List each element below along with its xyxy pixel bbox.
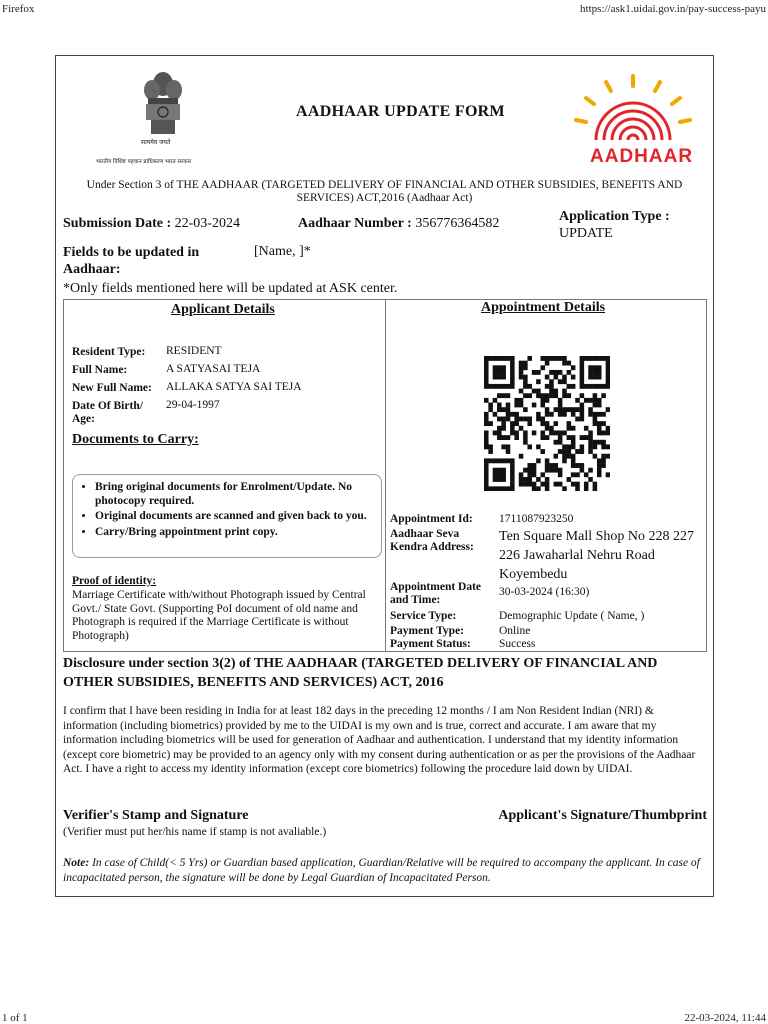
print-datetime: 22-03-2024, 11:44 <box>684 1012 766 1024</box>
note-text: In case of Child(< 5 Yrs) or Guardian based application, Guardian/Relative will be required to accompany the applicant. In case of incapacitated person, the signature will be done by Legal Guardian of Incapacitated Person. <box>63 857 700 884</box>
service-type-label: Service Type: <box>390 610 457 622</box>
application-type-label: Application Type : <box>559 209 670 224</box>
aadhaar-update-form <box>55 55 714 897</box>
payment-type-value: Online <box>499 625 531 637</box>
new-full-name-value: ALLAKA SATYA SAI TEJA <box>166 381 302 393</box>
appointment-datetime-value: 30-03-2024 (16:30) <box>499 586 590 598</box>
aadhaar-number-value: 356776364582 <box>415 216 500 231</box>
applicant-signature-label: Applicant's Signature/Thumbprint <box>498 808 707 823</box>
application-type-value: UPDATE <box>559 226 613 241</box>
qr-code-icon <box>484 356 610 491</box>
submission-date <box>63 216 240 232</box>
applicant-details-heading: Applicant Details <box>171 302 275 317</box>
verifier-subtext: (Verifier must put her/his name if stamp is not avaliable.) <box>63 826 327 838</box>
doc-item: • Carry/Bring appointment print copy. <box>95 526 381 540</box>
only-fields-note: *Only fields mentioned here will be updated at ASK center. <box>63 281 398 296</box>
page-url: https://ask1.uidai.gov.in/pay-success-payu <box>580 3 766 15</box>
kendra-address-label: Aadhaar Seva Kendra Address: <box>390 528 474 553</box>
proof-of-identity-heading: Proof of identity: <box>72 575 157 587</box>
dob-label: Date Of Birth/ Age: <box>72 400 143 425</box>
browser-app-name: Firefox <box>2 3 35 15</box>
submission-date-value: 22-03-2024 <box>174 216 240 231</box>
fields-to-update-label: Fields to be updated in Aadhaar: <box>63 245 200 277</box>
aadhaar-number-label: Aadhaar Number : <box>298 216 412 231</box>
lion-emblem-icon <box>96 66 231 166</box>
emblem-org: भारतीय विशिष्ट पहचान प्राधिकरण भारत सरकार <box>96 159 192 165</box>
appointment-details-heading: Appointment Details <box>481 300 606 315</box>
aadhaar-logo-text: AADHAAR <box>590 146 694 167</box>
aadhaar-logo <box>566 74 701 169</box>
new-full-name-label: New Full Name: <box>72 382 152 394</box>
aadhaar-number <box>298 216 499 232</box>
payment-status-value: Success <box>499 638 536 650</box>
service-type-value: Demographic Update ( Name, ) <box>499 610 645 622</box>
page-count: 1 of 1 <box>2 1012 28 1024</box>
appointment-id-label: Appointment Id: <box>390 513 473 525</box>
national-emblem <box>96 66 231 166</box>
kendra-address-value: Ten Square Mall Shop No 228 227 226 Jawaharlal Nehru Road Koyembedu <box>499 529 695 582</box>
payment-status-label: Payment Status: <box>390 638 471 650</box>
appointment-datetime-label: Appointment Date and Time: <box>390 581 482 606</box>
full-name-value: A SATYASAI TEJA <box>166 363 261 375</box>
appointment-id-value: 1711087923250 <box>499 513 574 525</box>
note <box>63 856 708 886</box>
application-type <box>559 208 670 242</box>
payment-type-label: Payment Type: <box>390 625 464 637</box>
emblem-caption: सत्यमेव जयते <box>141 139 171 146</box>
proof-of-identity-text: Marriage Certificate with/without Photograph issued by Central Govt./ State Govt. (Supporting PoI document of old name and Photograph is required if the Marriage Certificate is without Photograph) <box>72 589 366 642</box>
fields-to-update-value: [Name, ]* <box>254 244 311 259</box>
submission-date-label: Submission Date : <box>63 216 172 231</box>
disclosure-heading: Disclosure under section 3(2) of THE AADHAAR (TARGETED DELIVERY OF FINANCIAL AND OTHER SUBSIDIES, BENEFITS AND SERVICES) ACT, 2016 <box>63 656 658 690</box>
section-text: Under Section 3 of THE AADHAAR (TARGETED DELIVERY OF FINANCIAL AND OTHER SUBSIDIES, BENEFITS AND SERVICES) ACT,2016 (Aadhaar Act) <box>86 179 683 204</box>
resident-type-value: RESIDENT <box>166 345 222 357</box>
qr-code <box>484 356 610 491</box>
doc-item: • Original documents are scanned and given back to you. <box>95 510 381 524</box>
note-label: Note: <box>63 857 90 869</box>
resident-type-label: Resident Type: <box>72 346 146 358</box>
form-title: AADHAAR UPDATE FORM <box>296 103 505 120</box>
doc-item: • Bring original documents for Enrolment/Update. No photocopy required. <box>95 481 381 508</box>
verifier-heading: Verifier's Stamp and Signature <box>63 808 249 823</box>
full-name-label: Full Name: <box>72 364 128 376</box>
dob-value: 29-04-1997 <box>166 399 220 411</box>
documents-box <box>72 474 382 558</box>
disclosure-body: I confirm that I have been residing in India for at least 182 days in the preceding 12 months / I am Non Resident Indian (NRI) & information (including biometrics) provided by me to the UIDAI is my own and is true, correct and accurate. I am aware that my information including biometrics will be used for generation of Aadhaar and authentication. I understand that my identity information (except core biometric) may be provided to an agency only with my consent during authentication or as per the provisions of the Aadhaar Act. I have a right to access my identity information (except core biometrics) following the procedure laid down by UIDAI. <box>63 705 696 775</box>
documents-to-carry-heading: Documents to Carry: <box>72 432 199 447</box>
